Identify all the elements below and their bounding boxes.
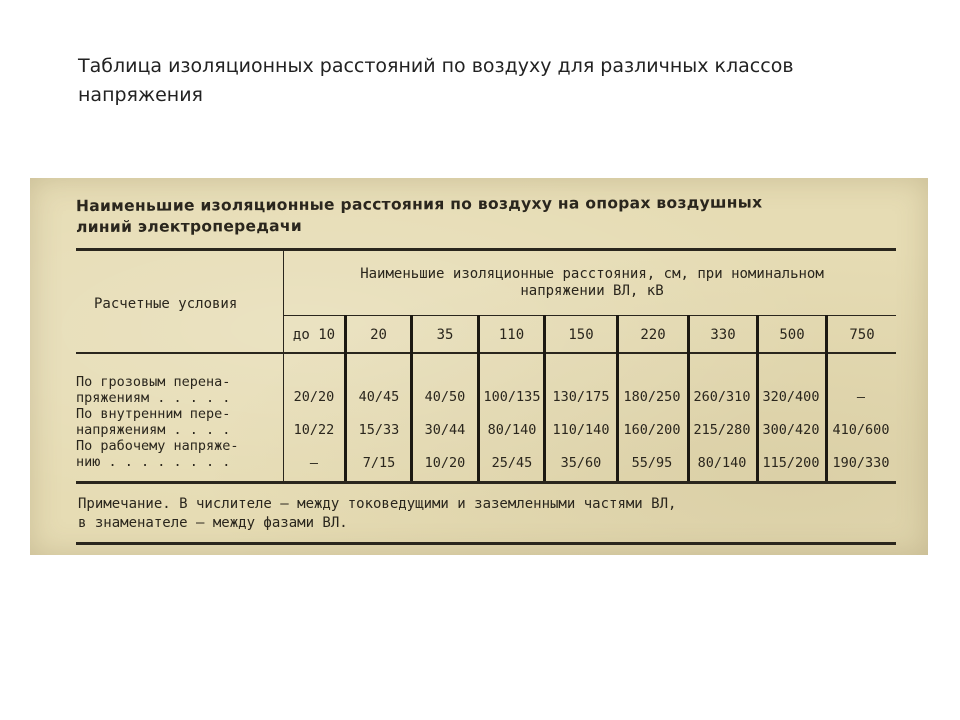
row-label xyxy=(76,374,230,406)
bottom-rule xyxy=(76,542,896,545)
table-heading-line-2: линий электропередачи xyxy=(76,216,303,237)
row-label-line-2: нию . . . . . . . . xyxy=(76,454,231,470)
table-cell: 20/20 xyxy=(293,389,335,405)
table-cell: 190/330 xyxy=(832,455,890,471)
table-note xyxy=(78,495,898,533)
scanned-table-image xyxy=(30,178,928,555)
table-cell: — xyxy=(309,455,319,471)
table-cell: 320/400 xyxy=(762,389,820,405)
table-heading xyxy=(76,192,876,238)
voltage-header: 35 xyxy=(436,327,454,343)
row-label-line-1: По внутренним пере- xyxy=(76,406,231,422)
table-note-line-2: в знаменателе — между фазами ВЛ. xyxy=(78,515,348,531)
table-cell: 55/95 xyxy=(631,455,673,471)
row-label-line-1: По грозовым перена- xyxy=(76,374,231,390)
table-cell: 10/20 xyxy=(424,455,466,471)
table-cell: — xyxy=(856,389,866,405)
row-label-line-2: пряжениям . . . . . xyxy=(76,390,231,406)
table-cell: 180/250 xyxy=(623,389,681,405)
voltage-header: 500 xyxy=(779,327,805,343)
top-rule xyxy=(76,248,896,251)
table-cell: 80/140 xyxy=(697,455,747,471)
header-split-rule xyxy=(283,315,896,316)
table-cell: 110/140 xyxy=(552,422,610,438)
table-cell: 25/45 xyxy=(491,455,533,471)
column-header-line-2: напряжении ВЛ, кВ xyxy=(520,283,664,299)
table-cell: 100/135 xyxy=(483,389,541,405)
voltage-header: 20 xyxy=(370,327,387,343)
voltage-header: 330 xyxy=(710,327,736,343)
voltage-header: 110 xyxy=(498,327,525,343)
row-header-label: Расчетные условия xyxy=(94,296,238,312)
table-cell: 15/33 xyxy=(358,422,400,438)
row-label xyxy=(76,406,230,438)
row-label xyxy=(76,438,239,470)
voltage-header: 150 xyxy=(568,327,594,343)
voltage-header: 220 xyxy=(640,327,666,343)
table-heading-line-1: Наименьшие изоляционные расстояния по воздуху на опорах воздушных xyxy=(75,193,763,216)
row-label-line-2: напряжениям . . . . xyxy=(76,422,231,438)
table-cell: 130/175 xyxy=(552,389,610,405)
table-cell: 300/420 xyxy=(762,422,820,438)
header-bottom-rule xyxy=(76,352,896,354)
table-cell: 410/600 xyxy=(832,422,890,438)
table-cell: 260/310 xyxy=(693,389,751,405)
row-label-line-1: По рабочему напряже- xyxy=(76,438,239,454)
table-cell: 35/60 xyxy=(560,455,602,471)
table-cell: 40/50 xyxy=(424,389,466,405)
table-cell: 10/22 xyxy=(293,422,335,438)
table-cell: 115/200 xyxy=(762,455,820,471)
table-note-line-1: Примечание. В числителе — между токоведущими и заземленными частями ВЛ, xyxy=(78,496,677,512)
table-cell: 40/45 xyxy=(358,389,400,405)
table-cell: 7/15 xyxy=(362,455,396,471)
voltage-header: 750 xyxy=(849,327,875,343)
table-cell: 160/200 xyxy=(623,422,681,438)
row-header-divider xyxy=(283,251,284,481)
column-header-label xyxy=(288,266,896,300)
table-cell: 80/140 xyxy=(487,422,537,438)
voltage-header: до 10 xyxy=(292,327,336,343)
column-header-line-1: Наименьшие изоляционные расстояния, см, при номинальном xyxy=(360,266,824,282)
table-cell: 215/280 xyxy=(693,422,751,438)
slide-title: Таблица изоляционных расстояний по воздуху для различных классов напряжения xyxy=(78,55,794,106)
body-bottom-rule xyxy=(76,481,896,484)
table-cell: 30/44 xyxy=(424,422,466,438)
